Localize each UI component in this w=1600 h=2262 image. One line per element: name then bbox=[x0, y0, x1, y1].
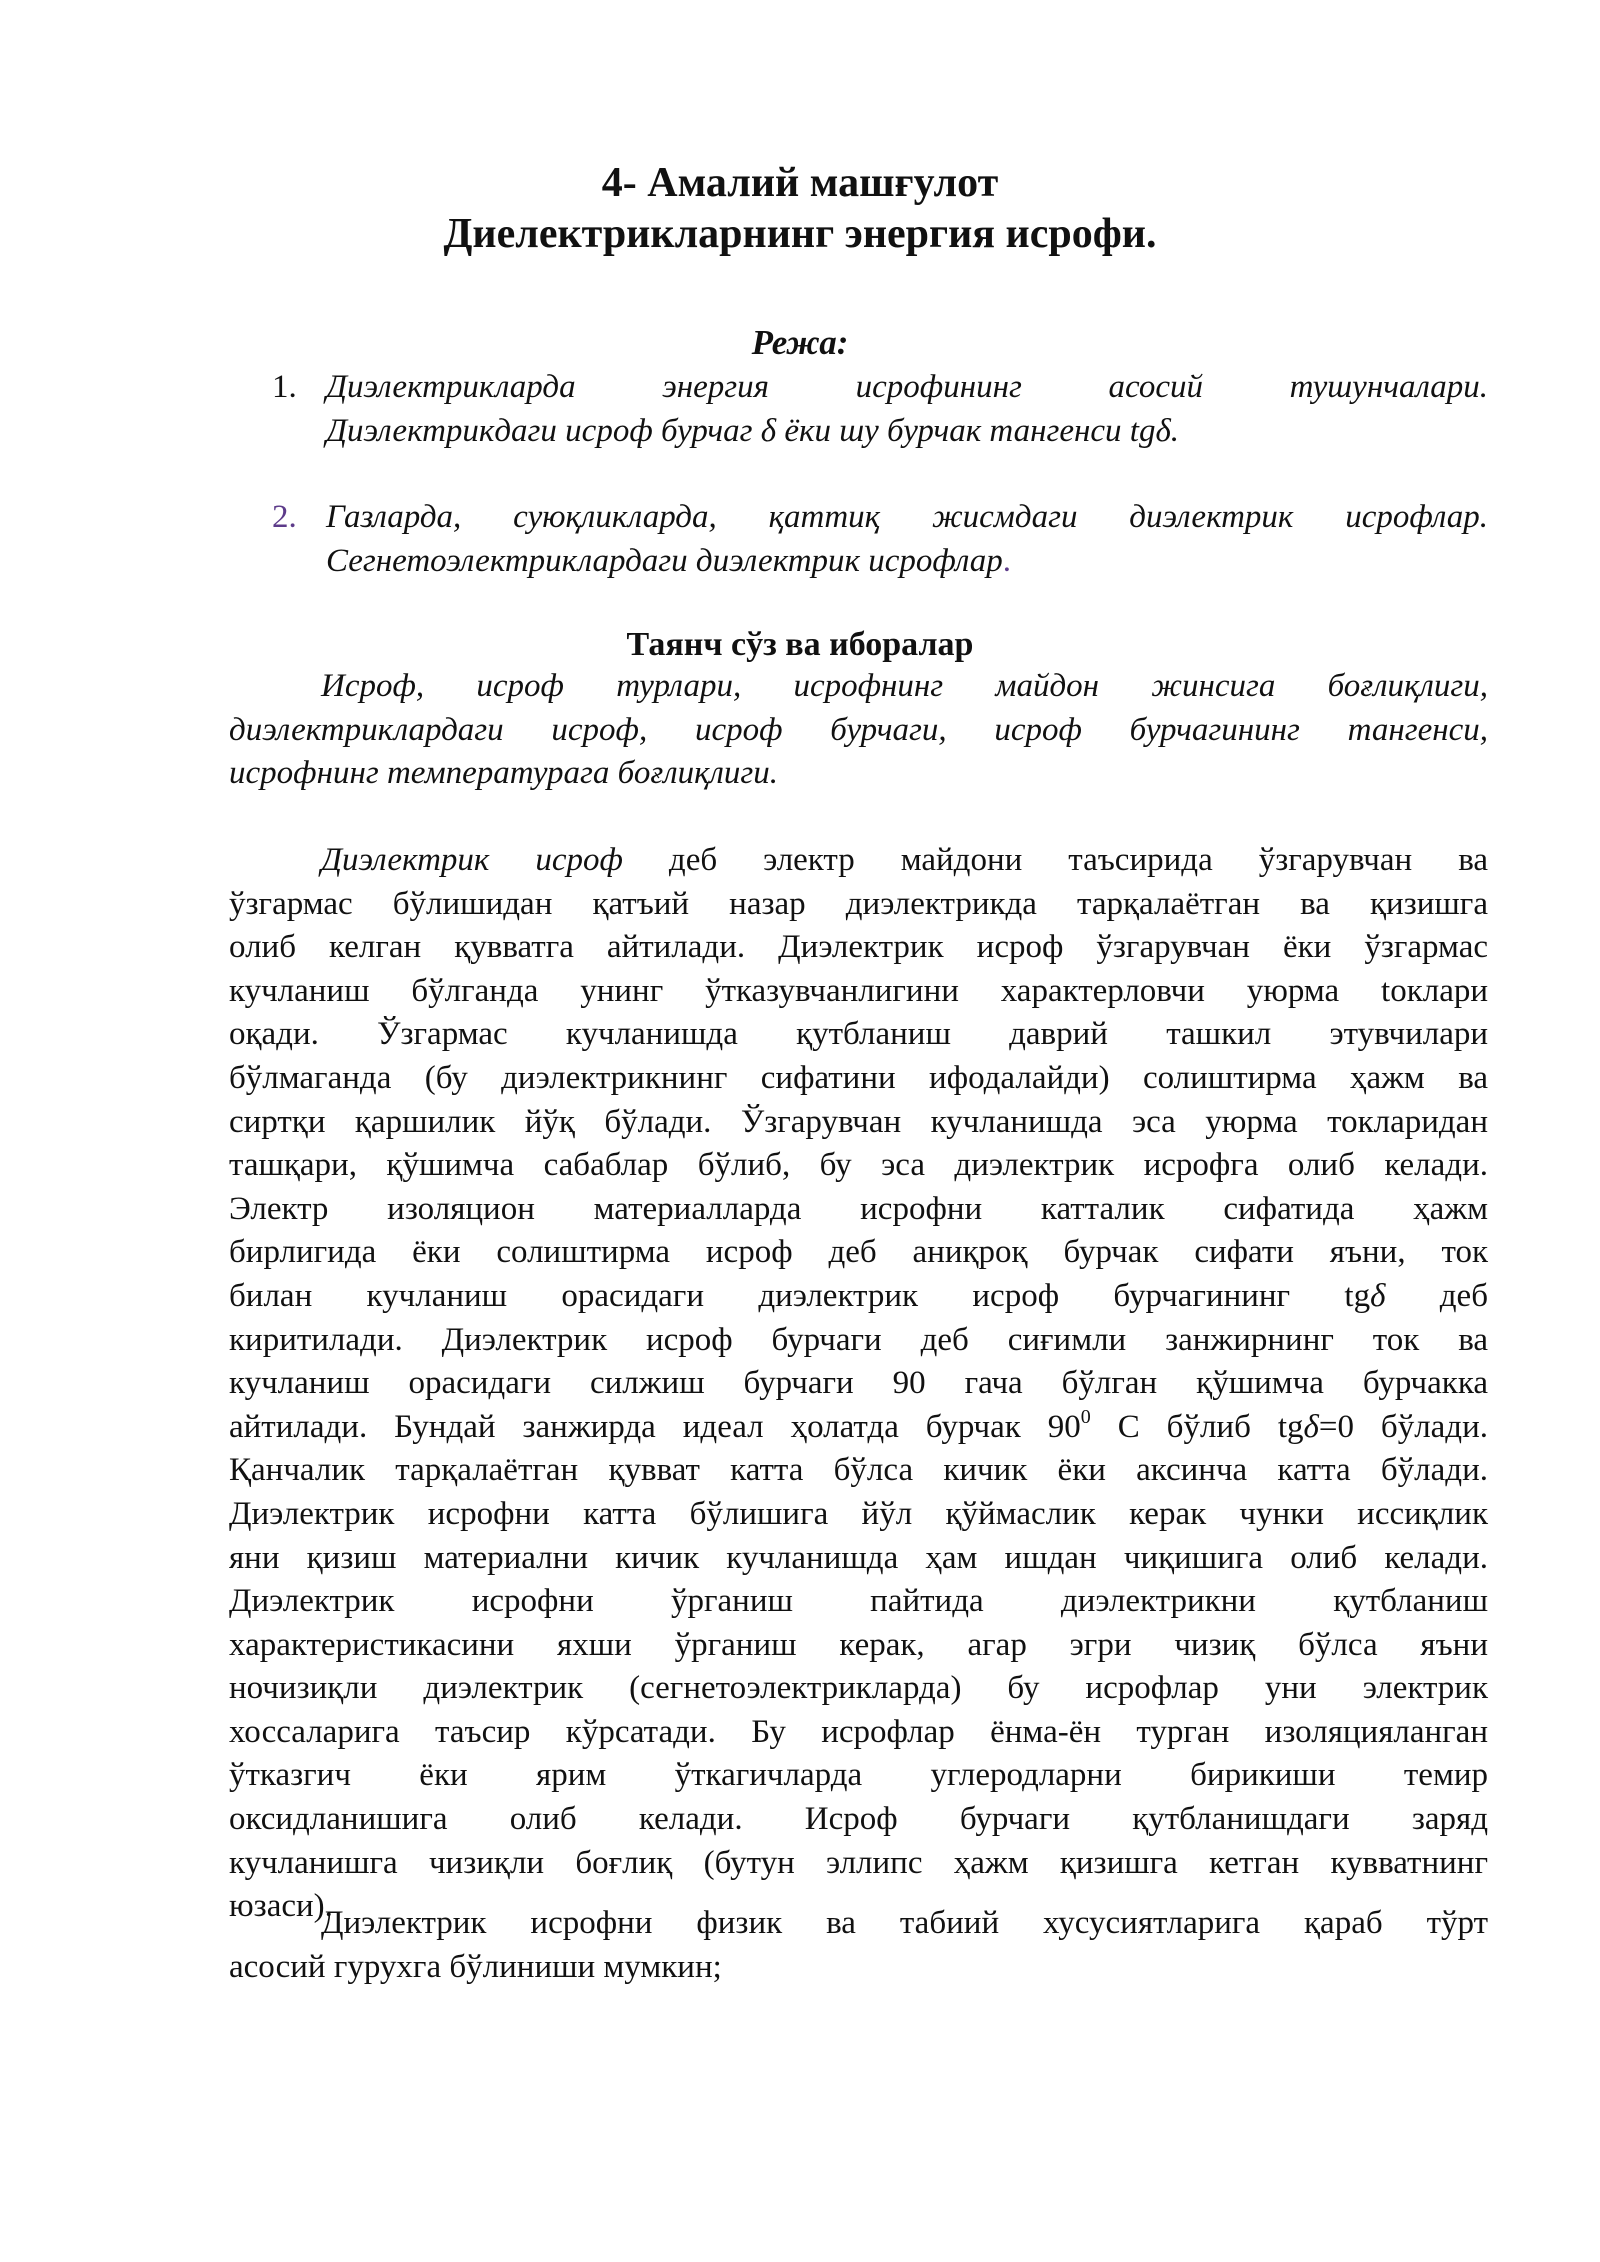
paragraph-line: кучланиш орасидаги силжиш бурчаги 90 гача бўлган қўшимча бурчакка bbox=[229, 1365, 1488, 1402]
degree-superscript: 0 bbox=[1080, 1405, 1091, 1428]
closing-paragraph bbox=[229, 1902, 1488, 1989]
paragraph-line: кучланиш бўлганда унинг ўтказувчанлигини характерловчи уюрма toклари bbox=[229, 972, 1488, 1009]
paragraph-line: бирлигида ёки солиштирма исроф деб аниқроқ бурчак сифати яъни, ток bbox=[229, 1234, 1488, 1271]
plan-item-line: Диэлектрикларда энергия исрофининг асосий тушунчалари. bbox=[326, 369, 1488, 405]
paragraph-line: бўлмаганда (бу диэлектрикнинг сифатини ифодалайди) солиштирма ҳажм ва bbox=[229, 1059, 1488, 1096]
paragraph-line: олиб келган қувватга айтилади. Диэлектрик исроф ўзгарувчан ёки ўзгармас bbox=[229, 929, 1488, 966]
paragraph-line: сиртқи қаршилик йўқ бўлади. Ўзгарувчан кучланишда эса уюрма токларидан bbox=[229, 1103, 1488, 1140]
paragraph-line: характеристикасини яхши ўрганиш керак, агар эгри чизиқ бўлса яъни bbox=[229, 1626, 1488, 1663]
paragraph-line: Қанчалик тарқалаётган қувват катта бўлса кичик ёки аксинча катта бўлади. bbox=[229, 1452, 1488, 1489]
paragraph-line: яни қизиш материални кичик кучланишда ҳам ишдан чиқишига олиб келади. bbox=[229, 1539, 1488, 1576]
main-paragraph bbox=[229, 839, 1488, 1929]
paragraph-line: Диэлектрик исрофни катта бўлишига йўл қўймаслик керак чунки иссиқлик bbox=[229, 1495, 1488, 1532]
paragraph-line bbox=[229, 839, 1488, 883]
paragraph-line: хоссаларига таъсир кўрсатади. Бу исрофлар ёнма-ён турган изоляцияланган bbox=[229, 1713, 1488, 1750]
keywords-line: диэлектриклардаги исроф, исроф бурчаги, исроф бурчагининг тангенси, bbox=[229, 711, 1488, 748]
paragraph-line: Диэлектрик исрофни физик ва табиий хусусиятларига қараб тўрт bbox=[321, 1905, 1488, 1941]
paragraph-line-text: деб bbox=[1385, 1277, 1488, 1314]
keywords-heading: Таянч сўз ва иборалар bbox=[626, 626, 974, 663]
paragraph-line: асосий гурухга бўлиниши мумкин; bbox=[229, 1948, 722, 1985]
paragraph-line-text: билан кучланиш орасидаги диэлектрик исроф бурчагининг tg bbox=[229, 1277, 1371, 1314]
delta-symbol: δ bbox=[1303, 1408, 1319, 1445]
paragraph-line: кучланишга чизиқли боғлиқ (бутун эллипс ҳажм қизишга кетган кувватнинг bbox=[229, 1844, 1488, 1881]
keywords-line: Исроф, исроф турлари, исрофнинг майдон жинсига боғлиқлиги, bbox=[321, 668, 1488, 704]
paragraph-line-text: айтилади. Бундай занжирда идеал ҳолатда бурчак 90 bbox=[229, 1408, 1081, 1445]
plan-item-trailing-dot: . bbox=[1002, 543, 1012, 579]
plan-item-text bbox=[326, 365, 1488, 453]
plan-item-number: 2. bbox=[272, 499, 297, 535]
paragraph-line: ўтказгич ёки ярим ўткагичларда углеродларни бирикиши темир bbox=[229, 1757, 1488, 1794]
delta-symbol: δ bbox=[1370, 1277, 1386, 1314]
term-definition: Диэлектрик исроф bbox=[321, 842, 623, 878]
paragraph-line bbox=[229, 1406, 1488, 1450]
plan-item-line: Газларда, суюқликларда, қаттиқ жисмдаги диэлектрик исрофлар. bbox=[326, 499, 1488, 535]
plan-item-number: 1. bbox=[272, 369, 297, 405]
paragraph-line: ўзгармас бўлишидан қатъий назар диэлектрикда тарқалаётган ва қизишга bbox=[229, 885, 1488, 922]
paragraph-line: оксидланишига олиб келади. Исроф бурчаги қутбланишдаги заряд bbox=[229, 1801, 1488, 1838]
paragraph-line: ночизиқли диэлектрик (сегнетоэлектрикларда) бу исрофлар уни электрик bbox=[229, 1670, 1488, 1707]
plan-item-text bbox=[326, 495, 1488, 583]
paragraph-line: Диэлектрик исрофни ўрганиш пайтида диэлектрикни қутбланиш bbox=[229, 1583, 1488, 1620]
keywords-line: исрофнинг температурага боғлиқлиги. bbox=[229, 755, 779, 792]
paragraph-line: юзаси). bbox=[229, 1888, 333, 1925]
paragraph-line-text: С бўлиб tg bbox=[1090, 1408, 1304, 1445]
paragraph-line: киритилади. Диэлектрик исроф бурчаги деб сиғимли занжирнинг ток ва bbox=[229, 1321, 1488, 1358]
keywords-paragraph bbox=[229, 665, 1488, 796]
page-title-line-2: Диелектрикларнинг энергия исрофи. bbox=[443, 211, 1157, 257]
paragraph-line bbox=[229, 1275, 1488, 1319]
paragraph-line-text: =0 бўлади. bbox=[1318, 1408, 1489, 1445]
page-title-line-1: 4- Амалий машғулот bbox=[601, 160, 999, 206]
paragraph-line: оқади. Ўзгармас кучланишда қутбланиш даврий ташкил этувчилари bbox=[229, 1016, 1488, 1053]
paragraph-line: ташқари, қўшимча сабаблар бўлиб, бу эса диэлектрик исрофга олиб келади. bbox=[229, 1147, 1488, 1184]
plan-item-line-text: Сегнетоэлектриклардаги диэлектрик исрофлар bbox=[326, 543, 1003, 579]
paragraph-line-text: деб электр майдони таъсирида ўзгарувчан ва bbox=[622, 842, 1488, 878]
plan-item-line bbox=[326, 539, 1488, 583]
plan-heading: Режа: bbox=[751, 323, 849, 362]
paragraph-line: Электр изоляцион материалларда исрофни катталик сифатида ҳажм bbox=[229, 1190, 1488, 1227]
plan-item-line: Диэлектрикдаги исроф бурчаг δ ёки шу бурчак тангенси tgδ. bbox=[326, 413, 1180, 449]
